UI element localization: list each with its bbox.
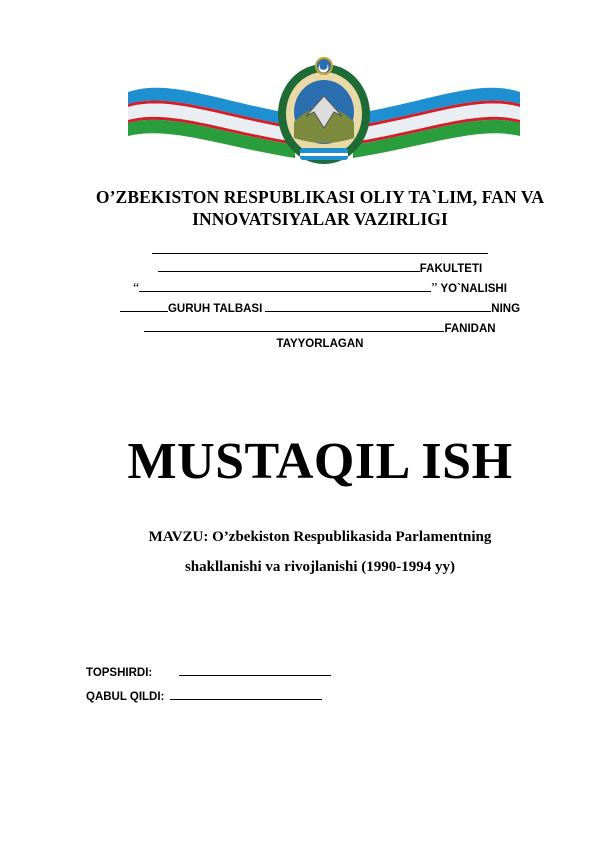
- subject-line: FANIDAN: [0, 318, 596, 336]
- accepted-row: QABUL QILDI:: [86, 686, 322, 703]
- group-line: GURUH TALBASI NING: [0, 298, 596, 316]
- blank-submitted: [179, 662, 331, 676]
- blank-direction: [139, 278, 431, 292]
- right-flag-ribbon: [353, 88, 520, 158]
- blank-faculty: [158, 258, 420, 272]
- blank-student-name: [265, 298, 491, 312]
- direction-line: “ ” YO`NALISHI: [0, 278, 596, 297]
- topic: MAVZU: O’zbekiston Respublikasida Parlamentning shakllanishi va rivojlanishi (1990-1994 yy): [148, 529, 492, 575]
- blank-accepted: [170, 686, 322, 700]
- state-emblem-icon: [120, 52, 528, 168]
- document-title: MUSTAQIL ISH: [127, 433, 513, 490]
- ministry-name: O’ZBEKISTON RESPUBLIKASI OLIY TA`LIM, FAN VA INNOVATSIYALAR VAZIRLIGI: [95, 187, 545, 229]
- blank-institution: [152, 240, 488, 254]
- submitted-row: TOPSHIRDI:: [86, 662, 331, 679]
- blank-subject: [144, 318, 444, 332]
- faculty-line: FAKULTETI: [0, 258, 596, 276]
- blank-line-institution: [0, 240, 596, 258]
- blank-group: [120, 298, 168, 312]
- left-flag-ribbon: [128, 88, 295, 158]
- prepared-line: TAYYORLAGAN: [276, 338, 364, 350]
- emblem-wreath: [278, 58, 370, 164]
